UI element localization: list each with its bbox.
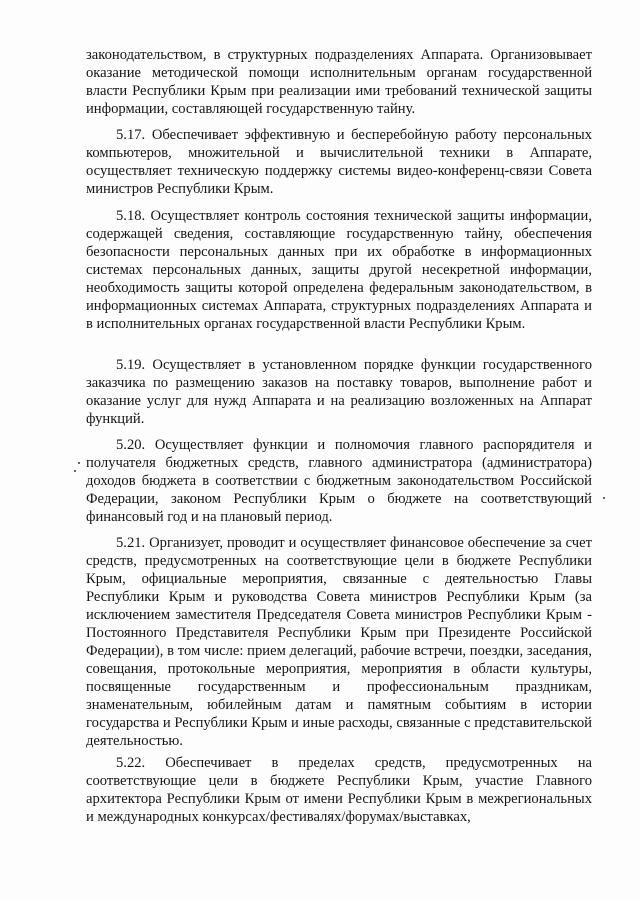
paragraph-5-17 [86, 126, 592, 198]
paragraph-5-18 [86, 207, 592, 333]
paragraph-text: 5.21. Организует, проводит и осуществляет финансовое обеспечение за счет средств, предусмотренных на соответствующие цели в бюджете Республики Крым, официальные мероприятия, связанные с деятельностью Главы Республики Крым и руководства Совета министров Республики Крым (за исключением заместителя Председателя Совета министров Республики Крым - Постоянного Представителя Республики Крым при Президенте Российской Федерации), в том числе: прием делегаций, рабочие встречи, поездки, заседания, совещания, протокольные мероприятия, мероприятия в области культуры, посвященные государственным и профессиональным праздникам, знаменательным, юбилейным датам и памятным событиям в истории государства и Республики Крым и иные расходы, связанные с представительской деятельностью. [86, 535, 592, 749]
paragraph-5-21 [86, 534, 592, 750]
paragraph-5-22 [86, 754, 592, 826]
scan-speck [603, 497, 605, 499]
scan-speck [74, 470, 76, 472]
paragraph-continuation [86, 46, 592, 118]
paragraph-text: 5.22. Обеспечивает в пределах средств, предусмотренных на соответствующие цели в бюджете Республики Крым, участие Главного архитектора Республики Крым от имени Республики Крым в межрегиональных и международных конкурсах/фестивалях/форумах/выставках, [86, 755, 592, 825]
paragraph-5-20 [86, 436, 592, 526]
paragraph-text: 5.18. Осуществляет контроль состояния технической защиты информации, содержащей сведения, составляющие государственную тайну, обеспечения безопасности персональных данных при их обработке в информационных системах персональных данных, защиты другой несекретной информации, необходимость защиты которой определена федеральным законодательством, в информационных системах Аппарата, структурных подразделениях Аппарата и в исполнительных органах государственной власти Республики Крым. [86, 208, 592, 332]
scan-speck [78, 462, 80, 464]
paragraph-text: 5.17. Обеспечивает эффективную и бесперебойную работу персональных компьютеров, множительной и вычислительной техники в Аппарате, осуществляет техническую поддержку системы видео-конференц-связи Совета министров Республики Крым. [86, 127, 592, 197]
paragraph-5-19 [86, 356, 592, 428]
paragraph-text: законодательством, в структурных подразделениях Аппарата. Организовывает оказание методической помощи исполнительным органам государственной власти Республики Крым при реализации ими требований технической защиты информации, составляющей государственную тайну. [86, 47, 592, 117]
paragraph-text: 5.19. Осуществляет в установленном порядке функции государственного заказчика по размещению заказов на поставку товаров, выполнение работ и оказание услуг для нужд Аппарата и на реализацию возложенных на Аппарат функций. [86, 357, 592, 427]
paragraph-text: 5.20. Осуществляет функции и полномочия главного распорядителя и получателя бюджетных средств, главного администратора (администратора) доходов бюджета в соответствии с бюджетным законодательством Российской Федерации, законом Республики Крым о бюджете на соответствующий финансовый год и на плановый период. [86, 437, 592, 525]
